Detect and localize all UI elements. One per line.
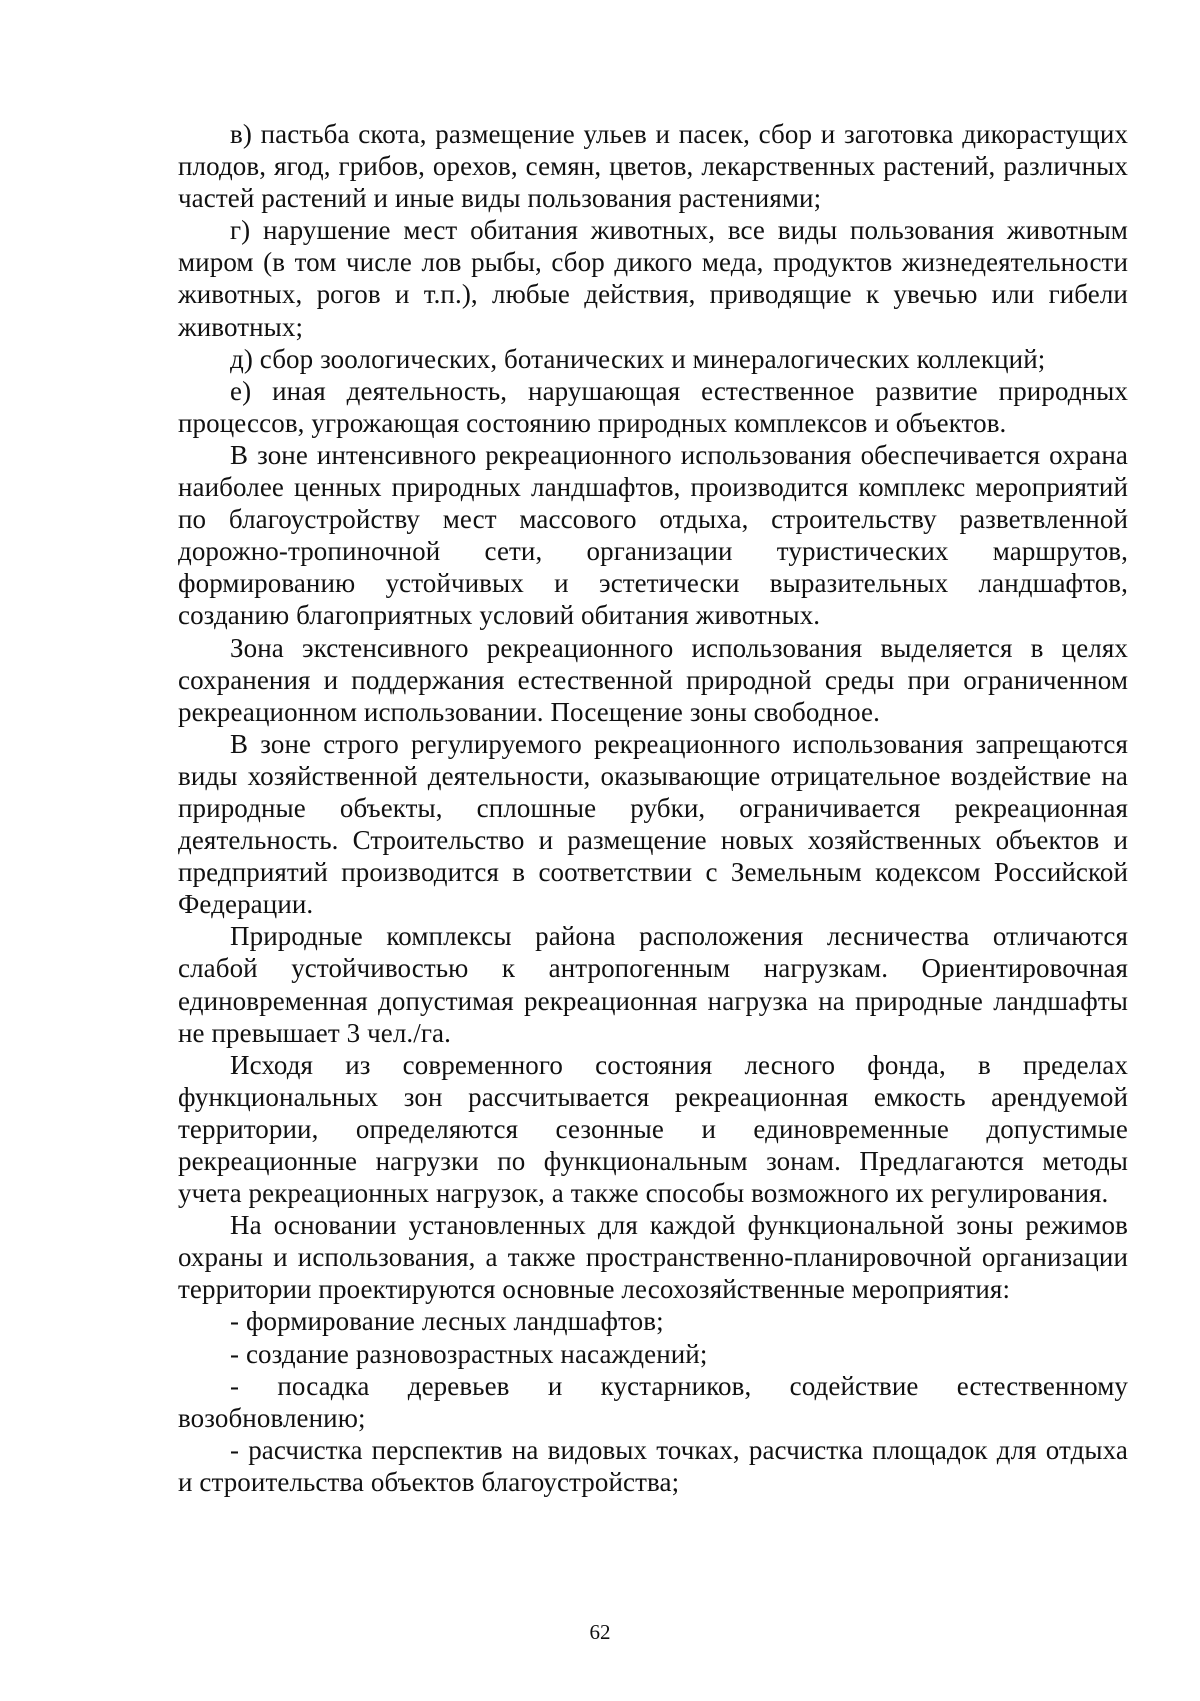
- list-item-landscapes: - формирование лесных ландшафтов;: [230, 1306, 664, 1337]
- list-item-clearing: - расчистка перспектив на видовых точках, расчистка площадок для отдыха и строительства объектов благоустройства;: [178, 1434, 1128, 1497]
- paragraph-list-item-d: д) сбор зоологических, ботанических и минералогических коллекций;: [230, 343, 1046, 374]
- paragraph-extensive-zone: Зона экстенсивного рекреационного использования выделяется в целях сохранения и поддержания естественной природной среды при ограниченном рекреационном использовании. Посещение зоны свободное.: [178, 632, 1128, 727]
- paragraph-list-item-e: е) иная деятельность, нарушающая естественное развитие природных процессов, угрожающая состоянию природных комплексов и объектов.: [178, 375, 1128, 438]
- paragraph-regulated-zone: В зоне строго регулируемого рекреационного использования запрещаются виды хозяйственной деятельности, оказывающие отрицательное воздействие на природные объекты, сплошные рубки, ограничивается рекреационная деятельность. Строительство и размещение новых хозяйственных объектов и предприятий производится в соответствии с Земельным кодексом Российской Федерации.: [178, 728, 1128, 920]
- paragraph-natural-complexes: Природные комплексы района расположения лесничества отличаются слабой устойчивостью к антропогенным нагрузкам. Ориентировочная единовременная допустимая рекреационная нагрузка на природные ландшафты не превышает 3 чел./га.: [178, 921, 1128, 1048]
- page-number: 62: [589, 1620, 611, 1644]
- paragraph-measures-intro: На основании установленных для каждой функциональной зоны режимов охраны и использования, а также пространственно-планировочной организации территории проектируются основные лесохозяйственные мероприятия:: [178, 1210, 1128, 1305]
- list-item-planting: - посадка деревьев и кустарников, содействие естественному возобновлению;: [178, 1370, 1128, 1433]
- paragraph-intensive-zone: В зоне интенсивного рекреационного использования обеспечивается охрана наиболее ценных природных ландшафтов, производится комплекс мероприятий по благоустройству мест массового отдыха, строительству разветвленной дорожно-тропиночной сети, организации туристических маршрутов, формированию устойчивых и эстетически выразительных ландшафтов, созданию благоприятных условий обитания животных.: [178, 439, 1128, 631]
- list-item-uneven-aged-stands: - создание разновозрастных насаждений;: [230, 1338, 708, 1369]
- paragraph-list-item-g: г) нарушение мест обитания животных, все виды пользования животным миром (в том числе лов рыбы, сбор дикого меда, продуктов жизнедеятельности животных, рогов и т.п.), любые действия, приводящие к увечью или гибели животных;: [178, 215, 1128, 342]
- document-body: [178, 118, 1128, 1498]
- paragraph-recreational-capacity: Исходя из современного состояния лесного фонда, в пределах функциональных зон рассчитывается рекреационная емкость арендуемой территории, определяются сезонные и единовременные допустимые рекреационные нагрузки по функциональным зонам. Предлагаются методы учета рекреационных нагрузок, а также способы возможного их регулирования.: [178, 1049, 1128, 1209]
- paragraph-list-item-v: в) пастьба скота, размещение ульев и пасек, сбор и заготовка дикорастущих плодов, ягод, грибов, орехов, семян, цветов, лекарственных растений, различных частей растений и иные виды пользования растениями;: [178, 119, 1128, 214]
